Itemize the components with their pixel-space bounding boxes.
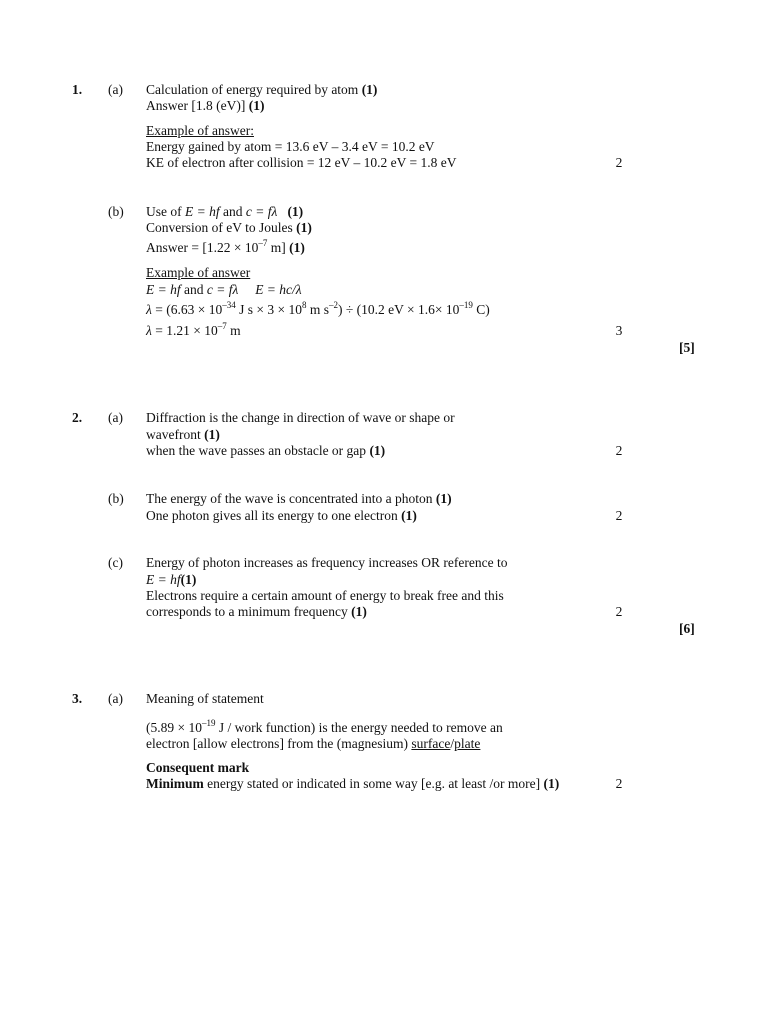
part-label: (a) [108, 691, 123, 706]
answer-line: electron [allow electrons] from the (magnesium) surface/plate [146, 736, 481, 751]
answer-text: Answer [1.8 (eV)] [146, 98, 246, 113]
mark-award: (1) [248, 98, 265, 113]
answer-line [146, 572, 196, 588]
consequent-heading: Consequent mark [146, 760, 250, 775]
mark-award: (1) [361, 82, 378, 97]
mark-award: (1) [296, 220, 312, 235]
part-label: (b) [108, 204, 124, 219]
example-line: Energy gained by atom = 13.6 eV – 3.4 eV = 10.2 eV [146, 139, 435, 154]
example-heading: Example of answer [146, 265, 251, 280]
part-label: (a) [108, 410, 123, 425]
answer-line: Energy of photon increases as frequency increases OR reference to [146, 555, 508, 570]
marks-value: 2 [615, 604, 623, 619]
marks-value: 2 [615, 155, 623, 170]
equation: E = hf [185, 204, 220, 219]
answer-line: ($5.89 \times 10^{-19}$ J / work function) is the energy needed to remove an [146, 718, 503, 735]
example-heading: Example of answer: [146, 123, 254, 138]
answer-line: The energy of the wave is concentrated into a photon (1) [146, 491, 452, 506]
example-line: E = hf and c = fλ E = hc/λ [146, 282, 302, 297]
mark-award: (1) [351, 604, 367, 619]
example-line: $\lambda = 1.21 \times 10^{-7}$ m [146, 321, 241, 338]
mark-award: (1) [401, 508, 417, 523]
mark-award: (1) [289, 240, 305, 255]
marks-value: 2 [615, 776, 623, 791]
question-number: 3. [72, 691, 83, 706]
mark-award: (1) [287, 204, 304, 219]
mark-award: (1) [543, 776, 560, 791]
question-total: [5] [679, 340, 695, 355]
answer-line: Diffraction is the change in direction of wave or shape or [146, 410, 455, 425]
answer-line: Answer = [$1.22 \times 10^{-7}$ m] (1) [146, 238, 305, 255]
answer-line: Minimum energy stated or indicated in some way [e.g. at least /or more] (1) [146, 776, 560, 791]
answer-line: Use of E = hf and c = fλ (1) [146, 204, 304, 219]
answer-line: when the wave passes an obstacle or gap (1) [146, 443, 386, 458]
answer-line: wavefront (1) [146, 427, 220, 442]
answer-line: Electrons require a certain amount of energy to break free and this [146, 588, 504, 603]
example-line: $\lambda = (6.63 \times 10^{-34}$ J $s \times 3 \times 10^8$ m $s^{-2}) \div (10.2$ eV × $1.6\times 10^{-19}$ C) [146, 300, 490, 317]
marks-value: 2 [615, 508, 623, 523]
answer-line: Conversion of eV to Joules (1) [146, 220, 312, 235]
part-label: (c) [108, 555, 123, 570]
mark-award: (1) [180, 572, 197, 587]
answer-line [146, 98, 264, 114]
mark-award: (1) [369, 443, 386, 458]
question-number: 2. [72, 410, 83, 425]
mark-award: (1) [435, 491, 452, 506]
equation: E = hf [146, 572, 181, 587]
answer-line: One photon gives all its energy to one electron (1) [146, 508, 417, 523]
mark-award: (1) [204, 427, 220, 442]
answer-line [146, 82, 377, 98]
answer-text: Calculation of energy required by atom [146, 82, 359, 97]
part-label: (a) [108, 82, 123, 97]
answer-line: Meaning of statement [146, 691, 264, 706]
marks-value: 2 [615, 443, 623, 458]
question-number: 1. [72, 82, 83, 97]
equation: c = fλ [245, 204, 278, 219]
question-total: [6] [679, 621, 695, 636]
example-line: KE of electron after collision = 12 eV – 10.2 eV = 1.8 eV [146, 155, 457, 170]
part-label: (b) [108, 491, 124, 506]
answer-line: corresponds to a minimum frequency (1) [146, 604, 367, 619]
marks-value: 3 [615, 323, 623, 338]
